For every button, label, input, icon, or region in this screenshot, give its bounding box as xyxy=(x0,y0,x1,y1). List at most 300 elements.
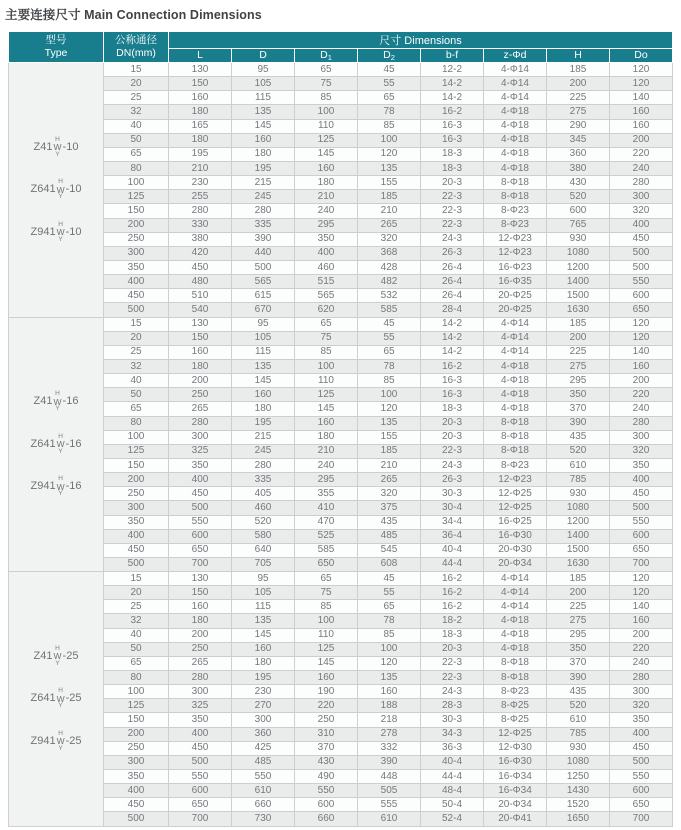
cell-d1: 160 xyxy=(295,671,358,685)
table-row xyxy=(9,388,673,402)
cell-d: 135 xyxy=(232,614,295,628)
column-header-d xyxy=(232,49,295,63)
cell-b-f: 28-3 xyxy=(421,699,484,713)
cell-do: 160 xyxy=(610,614,673,628)
cell-d: 245 xyxy=(232,444,295,458)
cell-dn: 50 xyxy=(104,642,169,656)
cell-b-f: 20-3 xyxy=(421,430,484,444)
cell-do: 300 xyxy=(610,190,673,204)
cell-b-f: 14-2 xyxy=(421,317,484,331)
model-suffix: -10 xyxy=(62,140,79,153)
cell-b-f: 26-4 xyxy=(421,289,484,303)
cell-z-phi-d: 4-Φ14 xyxy=(484,317,547,331)
cell-h: 185 xyxy=(547,63,610,77)
cell-z-phi-d: 12-Φ25 xyxy=(484,501,547,515)
table-row xyxy=(9,289,673,303)
cell-d: 195 xyxy=(232,671,295,685)
cell-d1: 430 xyxy=(295,755,358,769)
cell-h: 1630 xyxy=(547,303,610,317)
cell-l: 265 xyxy=(169,656,232,670)
material-code-stack xyxy=(57,731,65,753)
cell-dn: 450 xyxy=(104,289,169,303)
cell-z-phi-d: 8-Φ18 xyxy=(484,430,547,444)
cell-b-f: 18-3 xyxy=(421,161,484,175)
cell-d2: 210 xyxy=(358,204,421,218)
table-row xyxy=(9,246,673,260)
cell-d2: 610 xyxy=(358,812,421,826)
cell-dn: 80 xyxy=(104,161,169,175)
cell-z-phi-d: 12-Φ23 xyxy=(484,246,547,260)
cell-d2: 210 xyxy=(358,458,421,472)
cell-z-phi-d: 8-Φ18 xyxy=(484,190,547,204)
cell-l: 420 xyxy=(169,246,232,260)
model-prefix: Z641 xyxy=(30,437,56,450)
cell-l: 550 xyxy=(169,515,232,529)
cell-d2: 155 xyxy=(358,176,421,190)
cell-z-phi-d: 4-Φ18 xyxy=(484,402,547,416)
cell-b-f: 30-3 xyxy=(421,713,484,727)
cell-h: 1500 xyxy=(547,289,610,303)
cell-l: 265 xyxy=(169,402,232,416)
cell-z-phi-d: 8-Φ18 xyxy=(484,416,547,430)
cell-h: 765 xyxy=(547,218,610,232)
cell-z-phi-d: 4-Φ18 xyxy=(484,119,547,133)
material-code-bottom: Y xyxy=(58,744,63,752)
cell-d2: 585 xyxy=(358,303,421,317)
cell-d: 335 xyxy=(232,473,295,487)
cell-do: 280 xyxy=(610,671,673,685)
cell-z-phi-d: 12-Φ30 xyxy=(484,741,547,755)
cell-h: 225 xyxy=(547,345,610,359)
cell-d1: 75 xyxy=(295,331,358,345)
table-row xyxy=(9,515,673,529)
table-row xyxy=(9,105,673,119)
cell-b-f: 30-3 xyxy=(421,487,484,501)
cell-h: 1200 xyxy=(547,515,610,529)
cell-z-phi-d: 8-Φ23 xyxy=(484,458,547,472)
table-row xyxy=(9,699,673,713)
material-code-bottom: Y xyxy=(58,193,63,201)
cell-z-phi-d: 8-Φ25 xyxy=(484,713,547,727)
model-prefix: Z941 xyxy=(30,734,56,747)
cell-l: 450 xyxy=(169,260,232,274)
cell-h: 600 xyxy=(547,204,610,218)
cell-d: 670 xyxy=(232,303,295,317)
column-header-dn xyxy=(104,32,169,63)
cell-h: 350 xyxy=(547,388,610,402)
cell-d2: 532 xyxy=(358,289,421,303)
cell-dn: 350 xyxy=(104,515,169,529)
cell-d1: 125 xyxy=(295,642,358,656)
cell-d: 180 xyxy=(232,402,295,416)
cell-d2: 55 xyxy=(358,331,421,345)
cell-d1: 515 xyxy=(295,275,358,289)
cell-b-f: 22-3 xyxy=(421,204,484,218)
cell-z-phi-d: 8-Φ18 xyxy=(484,444,547,458)
cell-d1: 65 xyxy=(295,317,358,331)
cell-d: 610 xyxy=(232,784,295,798)
cell-dn: 65 xyxy=(104,402,169,416)
model-label xyxy=(30,434,81,456)
cell-d2: 448 xyxy=(358,770,421,784)
cell-h: 1080 xyxy=(547,755,610,769)
cell-d1: 525 xyxy=(295,529,358,543)
cell-l: 150 xyxy=(169,77,232,91)
cell-h: 390 xyxy=(547,671,610,685)
cell-z-phi-d: 4-Φ18 xyxy=(484,374,547,388)
cell-l: 230 xyxy=(169,176,232,190)
material-code-stack xyxy=(57,179,65,201)
cell-d2: 55 xyxy=(358,586,421,600)
cell-d1: 125 xyxy=(295,388,358,402)
header-label: z-Φd xyxy=(503,49,527,61)
cell-b-f: 24-3 xyxy=(421,232,484,246)
cell-dn: 300 xyxy=(104,246,169,260)
cell-d: 135 xyxy=(232,105,295,119)
cell-l: 250 xyxy=(169,642,232,656)
cell-h: 435 xyxy=(547,430,610,444)
table-row xyxy=(9,275,673,289)
material-code-top: H xyxy=(58,178,63,186)
cell-d1: 620 xyxy=(295,303,358,317)
table-row xyxy=(9,345,673,359)
cell-do: 500 xyxy=(610,260,673,274)
table-row xyxy=(9,402,673,416)
cell-do: 200 xyxy=(610,133,673,147)
cell-d1: 355 xyxy=(295,487,358,501)
table-row xyxy=(9,727,673,741)
cell-d1: 410 xyxy=(295,501,358,515)
cell-d1: 250 xyxy=(295,713,358,727)
cell-z-phi-d: 4-Φ18 xyxy=(484,614,547,628)
cell-d1: 460 xyxy=(295,260,358,274)
cell-d2: 608 xyxy=(358,557,421,571)
material-code-top: H xyxy=(58,475,63,483)
cell-d1: 100 xyxy=(295,105,358,119)
cell-z-phi-d: 4-Φ18 xyxy=(484,642,547,656)
cell-h: 610 xyxy=(547,713,610,727)
cell-h: 185 xyxy=(547,317,610,331)
cell-d2: 65 xyxy=(358,91,421,105)
cell-do: 220 xyxy=(610,388,673,402)
cell-d2: 65 xyxy=(358,345,421,359)
cell-d: 270 xyxy=(232,699,295,713)
header-label-type-en: Type xyxy=(44,47,68,59)
cell-dn: 32 xyxy=(104,105,169,119)
cell-h: 1500 xyxy=(547,543,610,557)
cell-l: 130 xyxy=(169,572,232,586)
cell-l: 650 xyxy=(169,798,232,812)
cell-b-f: 22-3 xyxy=(421,444,484,458)
type-cell xyxy=(9,572,104,827)
table-row xyxy=(9,416,673,430)
cell-h: 1080 xyxy=(547,501,610,515)
cell-d: 115 xyxy=(232,91,295,105)
cell-do: 500 xyxy=(610,755,673,769)
cell-d2: 100 xyxy=(358,388,421,402)
cell-do: 220 xyxy=(610,147,673,161)
cell-b-f: 18-3 xyxy=(421,628,484,642)
cell-d: 550 xyxy=(232,770,295,784)
cell-d2: 545 xyxy=(358,543,421,557)
cell-do: 280 xyxy=(610,416,673,430)
cell-l: 210 xyxy=(169,161,232,175)
cell-h: 610 xyxy=(547,458,610,472)
header-label: L xyxy=(197,49,203,61)
cell-z-phi-d: 16-Φ35 xyxy=(484,275,547,289)
cell-d2: 332 xyxy=(358,741,421,755)
cell-d1: 190 xyxy=(295,685,358,699)
header-label: D xyxy=(320,49,328,61)
cell-l: 180 xyxy=(169,614,232,628)
table-row xyxy=(9,232,673,246)
model-label xyxy=(34,646,79,668)
cell-h: 1430 xyxy=(547,784,610,798)
cell-l: 380 xyxy=(169,232,232,246)
cell-b-f: 28-4 xyxy=(421,303,484,317)
material-code-mid: W xyxy=(56,227,65,238)
cell-h: 930 xyxy=(547,741,610,755)
cell-do: 160 xyxy=(610,119,673,133)
cell-d1: 585 xyxy=(295,543,358,557)
cell-do: 140 xyxy=(610,345,673,359)
material-code-bottom: Y xyxy=(55,659,60,667)
cell-z-phi-d: 4-Φ14 xyxy=(484,91,547,105)
cell-h: 275 xyxy=(547,614,610,628)
cell-b-f: 16-2 xyxy=(421,572,484,586)
cell-l: 300 xyxy=(169,430,232,444)
cell-d2: 135 xyxy=(358,671,421,685)
model-suffix: -10 xyxy=(65,183,82,196)
cell-dn: 200 xyxy=(104,218,169,232)
cell-d: 615 xyxy=(232,289,295,303)
cell-d: 300 xyxy=(232,713,295,727)
cell-d1: 295 xyxy=(295,218,358,232)
cell-do: 350 xyxy=(610,713,673,727)
cell-b-f: 24-3 xyxy=(421,685,484,699)
cell-z-phi-d: 4-Φ18 xyxy=(484,359,547,373)
material-code-top: H xyxy=(55,135,60,143)
cell-h: 275 xyxy=(547,359,610,373)
cell-l: 325 xyxy=(169,444,232,458)
cell-d1: 65 xyxy=(295,63,358,77)
cell-h: 435 xyxy=(547,685,610,699)
cell-h: 930 xyxy=(547,232,610,246)
material-code-stack xyxy=(54,646,62,668)
model-suffix: -16 xyxy=(65,437,82,450)
cell-dn: 100 xyxy=(104,176,169,190)
table-row xyxy=(9,204,673,218)
table-row xyxy=(9,218,673,232)
cell-l: 700 xyxy=(169,812,232,826)
cell-do: 650 xyxy=(610,303,673,317)
cell-d: 485 xyxy=(232,755,295,769)
model-suffix: -16 xyxy=(65,480,82,493)
model-label xyxy=(30,688,81,710)
cell-dn: 125 xyxy=(104,190,169,204)
cell-l: 130 xyxy=(169,63,232,77)
cell-l: 280 xyxy=(169,416,232,430)
cell-z-phi-d: 16-Φ34 xyxy=(484,784,547,798)
cell-l: 500 xyxy=(169,501,232,515)
cell-l: 350 xyxy=(169,713,232,727)
cell-d: 405 xyxy=(232,487,295,501)
cell-dn: 32 xyxy=(104,359,169,373)
table-row xyxy=(9,374,673,388)
table-row xyxy=(9,331,673,345)
material-code-mid: W xyxy=(53,396,62,407)
column-header-do xyxy=(610,49,673,63)
table-row xyxy=(9,91,673,105)
column-header-z-phi-d xyxy=(484,49,547,63)
cell-d2: 100 xyxy=(358,642,421,656)
cell-b-f: 30-4 xyxy=(421,501,484,515)
cell-l: 150 xyxy=(169,331,232,345)
cell-h: 1400 xyxy=(547,529,610,543)
cell-l: 165 xyxy=(169,119,232,133)
cell-d1: 240 xyxy=(295,204,358,218)
cell-dn: 15 xyxy=(104,572,169,586)
cell-d1: 650 xyxy=(295,557,358,571)
cell-h: 295 xyxy=(547,628,610,642)
material-code-bottom: Y xyxy=(55,405,60,413)
table-row xyxy=(9,628,673,642)
cell-d1: 550 xyxy=(295,784,358,798)
cell-dn: 250 xyxy=(104,741,169,755)
cell-do: 120 xyxy=(610,572,673,586)
model-prefix: Z41 xyxy=(33,395,53,408)
cell-d1: 160 xyxy=(295,416,358,430)
table-row xyxy=(9,557,673,571)
cell-do: 140 xyxy=(610,91,673,105)
model-label xyxy=(34,391,79,413)
cell-l: 600 xyxy=(169,529,232,543)
cell-d1: 370 xyxy=(295,741,358,755)
material-code-mid: W xyxy=(56,736,65,747)
cell-d2: 320 xyxy=(358,487,421,501)
cell-dn: 150 xyxy=(104,458,169,472)
header-label: D xyxy=(259,49,267,61)
cell-z-phi-d: 8-Φ18 xyxy=(484,176,547,190)
model-prefix: Z641 xyxy=(30,183,56,196)
cell-d2: 265 xyxy=(358,473,421,487)
cell-do: 700 xyxy=(610,557,673,571)
cell-d2: 45 xyxy=(358,317,421,331)
cell-h: 930 xyxy=(547,487,610,501)
material-code-mid: W xyxy=(56,184,65,195)
cell-do: 400 xyxy=(610,727,673,741)
cell-z-phi-d: 4-Φ18 xyxy=(484,388,547,402)
cell-z-phi-d: 12-Φ25 xyxy=(484,487,547,501)
cell-h: 360 xyxy=(547,147,610,161)
cell-b-f: 22-3 xyxy=(421,218,484,232)
cell-l: 540 xyxy=(169,303,232,317)
model-suffix: -25 xyxy=(65,692,82,705)
cell-l: 280 xyxy=(169,671,232,685)
cell-dn: 80 xyxy=(104,671,169,685)
cell-b-f: 16-3 xyxy=(421,388,484,402)
material-code-top: H xyxy=(58,220,63,228)
material-code-stack xyxy=(57,222,65,244)
cell-d2: 278 xyxy=(358,727,421,741)
table-row xyxy=(9,303,673,317)
header-label-type-zh: 型号 xyxy=(45,34,67,47)
material-code-bottom: Y xyxy=(58,447,63,455)
cell-b-f: 26-4 xyxy=(421,260,484,274)
model-list xyxy=(9,391,103,498)
cell-do: 600 xyxy=(610,784,673,798)
header-label-dn-en: DN(mm) xyxy=(116,47,156,59)
type-cell xyxy=(9,317,104,572)
cell-d: 160 xyxy=(232,388,295,402)
column-header-b-f xyxy=(421,49,484,63)
cell-do: 220 xyxy=(610,642,673,656)
cell-dn: 50 xyxy=(104,388,169,402)
cell-d: 105 xyxy=(232,331,295,345)
material-code-mid: W xyxy=(53,142,62,153)
model-suffix: -25 xyxy=(65,734,82,747)
cell-l: 195 xyxy=(169,147,232,161)
cell-h: 370 xyxy=(547,656,610,670)
column-header-d2 xyxy=(358,49,421,63)
cell-d2: 155 xyxy=(358,430,421,444)
cell-d1: 295 xyxy=(295,473,358,487)
cell-do: 500 xyxy=(610,501,673,515)
cell-d2: 45 xyxy=(358,63,421,77)
cell-l: 450 xyxy=(169,741,232,755)
cell-z-phi-d: 16-Φ34 xyxy=(484,770,547,784)
cell-h: 1200 xyxy=(547,260,610,274)
table-row xyxy=(9,741,673,755)
cell-do: 240 xyxy=(610,656,673,670)
cell-z-phi-d: 4-Φ14 xyxy=(484,572,547,586)
cell-d: 145 xyxy=(232,628,295,642)
cell-do: 200 xyxy=(610,374,673,388)
cell-d: 730 xyxy=(232,812,295,826)
cell-dn: 100 xyxy=(104,430,169,444)
cell-d: 705 xyxy=(232,557,295,571)
cell-d: 215 xyxy=(232,176,295,190)
cell-b-f: 14-2 xyxy=(421,331,484,345)
cell-l: 350 xyxy=(169,458,232,472)
cell-d1: 310 xyxy=(295,727,358,741)
cell-d2: 85 xyxy=(358,119,421,133)
cell-dn: 125 xyxy=(104,444,169,458)
cell-z-phi-d: 20-Φ30 xyxy=(484,543,547,557)
cell-h: 1630 xyxy=(547,557,610,571)
cell-do: 450 xyxy=(610,741,673,755)
model-prefix: Z941 xyxy=(30,225,56,238)
material-code-stack xyxy=(57,434,65,456)
cell-l: 200 xyxy=(169,628,232,642)
cell-d: 280 xyxy=(232,204,295,218)
cell-do: 350 xyxy=(610,458,673,472)
cell-do: 600 xyxy=(610,529,673,543)
cell-h: 380 xyxy=(547,161,610,175)
table-row xyxy=(9,642,673,656)
cell-d2: 78 xyxy=(358,105,421,119)
cell-d2: 120 xyxy=(358,656,421,670)
cell-d2: 135 xyxy=(358,161,421,175)
material-code-bottom: Y xyxy=(58,490,63,498)
cell-d: 360 xyxy=(232,727,295,741)
cell-d: 425 xyxy=(232,741,295,755)
table-row xyxy=(9,656,673,670)
cell-h: 1080 xyxy=(547,246,610,260)
cell-dn: 100 xyxy=(104,685,169,699)
cell-d2: 185 xyxy=(358,444,421,458)
model-suffix: -25 xyxy=(62,649,79,662)
